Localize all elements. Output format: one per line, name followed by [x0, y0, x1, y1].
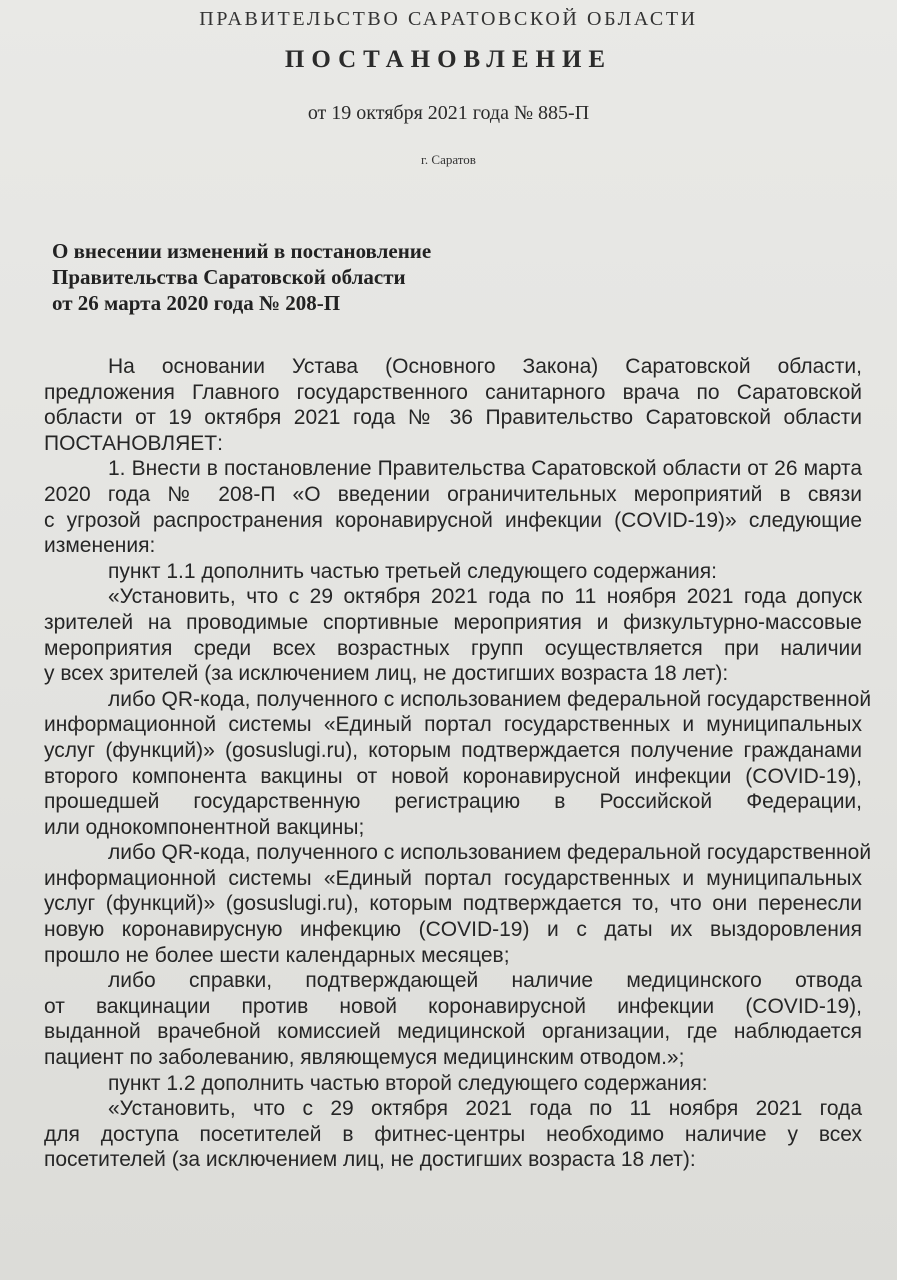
body-line: услуг (функций)» (gosuslugi.ru), которым подтверждается то, что они перенесли: [44, 892, 862, 916]
body-line: 1. Внести в постановление Правительства Саратовской области от 26 марта: [108, 457, 862, 481]
body-line: от вакцинации против новой коронавирусной инфекции (COVID-19),: [44, 994, 862, 1018]
body-line: На основании Устава (Основного Закона) Саратовской области,: [108, 355, 862, 378]
government-header: ПРАВИТЕЛЬСТВО САРАТОВСКОЙ ОБЛАСТИ: [199, 8, 698, 30]
body-line: «Установить, что с 29 октября 2021 года по 11 ноября 2021 года: [108, 1097, 862, 1121]
subject-line: О внесении изменений в постановление: [52, 239, 432, 263]
body-line: либо QR-кода, полученного с использованием федеральной государственной: [108, 841, 872, 865]
body-line: выданной врачебной комиссией медицинской организации, где наблюдается: [44, 1020, 862, 1044]
body-line: новую коронавирусную инфекцию (COVID-19) и с даты их выздоровления: [44, 918, 862, 942]
body-line: или однокомпонентной вакцины;: [44, 815, 365, 839]
body-line: области от 19 октября 2021 года № 36 Правительство Саратовской области: [44, 406, 862, 430]
body-line: информационной системы «Единый портал государственных и муниципальных: [44, 713, 862, 737]
body-line: 2020 года № 208-П «О введении ограничительных мероприятий в связи: [44, 482, 862, 506]
body-line: прошедшей государственную регистрацию в Российской Федерации,: [44, 790, 862, 814]
body-line: информационной системы «Единый портал государственных и муниципальных: [44, 866, 862, 890]
body-line: у всех зрителей (за исключением лиц, не достигших возраста 18 лет):: [44, 662, 729, 686]
body-line: зрителей на проводимые спортивные мероприятия и физкультурно-массовые: [44, 610, 862, 634]
body-line: прошло не более шести календарных месяцев;: [44, 943, 510, 967]
body-line: либо справки, подтверждающей наличие медицинского отвода: [108, 969, 862, 993]
body-line: мероприятия среди всех возрастных групп осуществляется при наличии: [44, 636, 862, 660]
document-city: г. Саратов: [421, 152, 476, 167]
body-line: либо QR-кода, полученного с использованием федеральной государственной: [108, 687, 872, 711]
body-line: посетителей (за исключением лиц, не достигших возраста 18 лет):: [44, 1148, 696, 1172]
body-line: пункт 1.2 дополнить частью второй следующего содержания:: [108, 1071, 708, 1095]
body-line: с угрозой распространения коронавирусной инфекции (COVID-19)» следующие: [44, 508, 862, 532]
body-line: услуг (функций)» (gosuslugi.ru), которым подтверждается получение гражданами: [44, 738, 862, 762]
subject-line: от 26 марта 2020 года № 208-П: [52, 291, 341, 315]
body-line: для доступа посетителей в фитнес-центры необходимо наличие у всех: [44, 1122, 862, 1146]
body-line: пациент по заболеванию, являющемуся медицинским отводом.»;: [44, 1046, 685, 1070]
body-line: второго компонента вакцины от новой коронавирусной инфекции (COVID-19),: [44, 764, 862, 788]
document-subject: [52, 238, 572, 316]
body-line: изменения:: [44, 534, 156, 558]
document-date-number: от 19 октября 2021 года № 885-П: [307, 102, 590, 124]
document-type-title: ПОСТАНОВЛЕНИЕ: [284, 46, 613, 73]
body-line: предложения Главного государственного санитарного врача по Саратовской: [44, 380, 862, 404]
body-line: пункт 1.1 дополнить частью третьей следующего содержания:: [108, 559, 717, 583]
body-line: ПОСТАНОВЛЯЕТ:: [44, 431, 223, 455]
document-body: [44, 354, 872, 1173]
subject-line: Правительства Саратовской области: [52, 265, 406, 289]
body-line: «Установить, что с 29 октября 2021 года по 11 ноября 2021 года допуск: [108, 585, 862, 609]
